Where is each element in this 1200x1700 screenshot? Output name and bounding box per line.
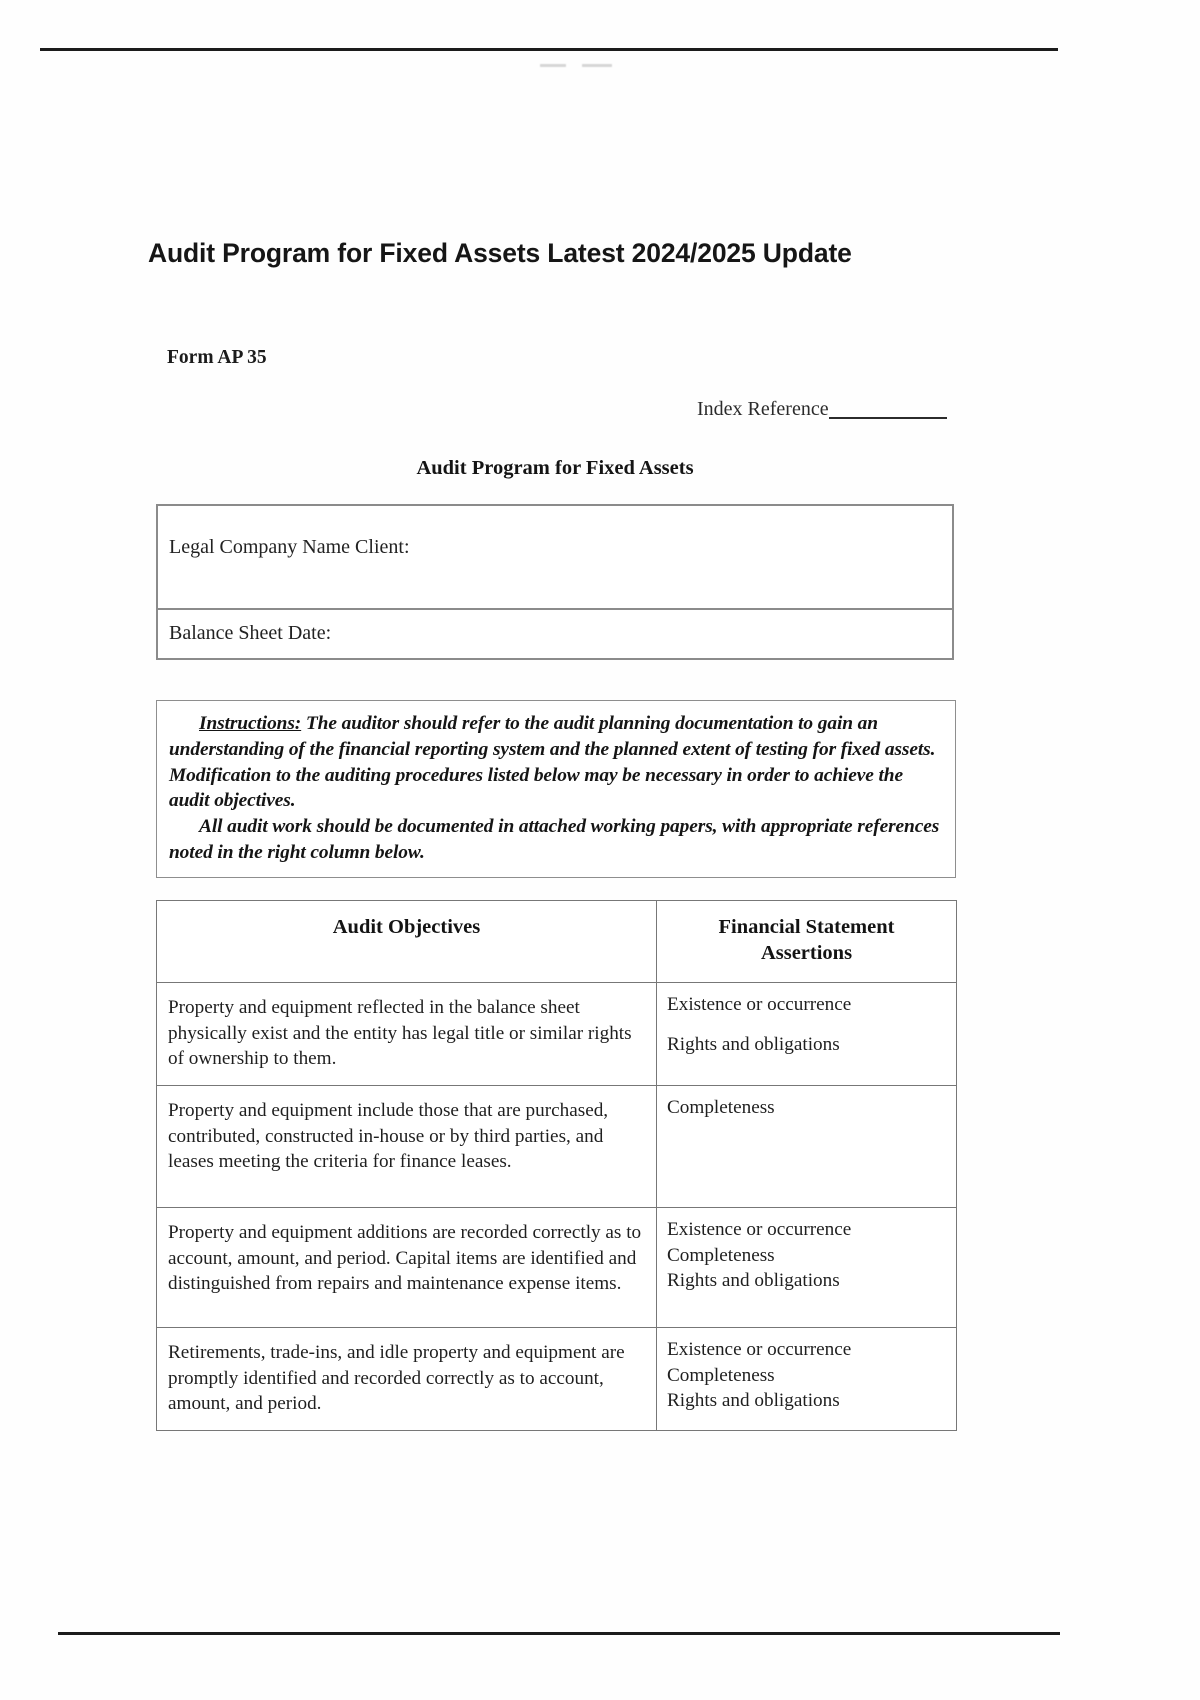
table-header-row	[157, 901, 957, 983]
page-top-rule	[40, 48, 1058, 51]
assertions-cell	[657, 1086, 957, 1208]
column-header-assertions-line1: Financial Statement	[718, 916, 895, 938]
audit-objectives-table	[156, 900, 957, 1431]
table-body	[157, 983, 957, 1431]
balance-sheet-date-field[interactable]	[158, 610, 952, 658]
client-info-box	[156, 504, 954, 660]
assertion-item: Rights and obligations	[667, 1389, 840, 1411]
page-bottom-rule	[58, 1632, 1060, 1635]
balance-sheet-date-label: Balance Sheet Date:	[169, 622, 332, 644]
column-header-audit-objectives: Audit Objectives	[157, 901, 657, 983]
table-row	[157, 1208, 957, 1328]
index-reference-blank-field[interactable]	[829, 399, 947, 419]
column-header-assertions	[657, 901, 957, 983]
assertion-item: Existence or occurrence	[667, 994, 852, 1016]
instructions-paragraph-2: All audit work should be documented in attached working papers, with appropriate references noted in the right column below.	[169, 816, 940, 863]
legal-company-name-label: Legal Company Name Client:	[169, 536, 410, 558]
instructions-paragraph-1	[169, 711, 943, 814]
assertion-item: Completeness	[667, 1244, 775, 1266]
assertion-item: Completeness	[667, 1364, 775, 1386]
assertion-item: Rights and obligations	[667, 1033, 840, 1055]
table-row	[157, 983, 957, 1086]
objective-text: Retirements, trade-ins, and idle property and equipment are promptly identified and recorded correctly as to account, amount, and period.	[157, 1328, 657, 1431]
objective-text: Property and equipment reflected in the balance sheet physically exist and the entity has legal title or similar rights of ownership to them.	[157, 983, 657, 1086]
assertions-cell	[657, 1328, 957, 1431]
table-row	[157, 1086, 957, 1208]
header-scan-artifact	[540, 60, 620, 70]
instructions-box	[156, 700, 956, 878]
objective-text: Property and equipment include those that are purchased, contributed, constructed in-house or by third parties, and leases meeting the criteria for finance leases.	[157, 1086, 657, 1208]
column-header-assertions-line2: Assertions	[760, 941, 853, 964]
assertions-cell	[657, 983, 957, 1086]
instructions-paragraph-1-text: The auditor should refer to the audit planning documentation to gain an understanding of the financial reporting system and the planned extent of testing for fixed assets. Modification to the auditing procedures listed below may be necessary in order to achieve the audit objectives.	[169, 713, 936, 812]
legal-company-name-field[interactable]	[158, 506, 952, 610]
form-number: Form AP 35	[167, 347, 267, 368]
objective-text: Property and equipment additions are recorded correctly as to account, amount, and period. Capital items are identified and distinguished from repairs and maintenance expense items.	[157, 1208, 657, 1328]
assertions-cell	[657, 1208, 957, 1328]
section-title: Audit Program for Fixed Assets	[416, 457, 694, 479]
table-header	[157, 901, 957, 983]
index-reference	[697, 398, 947, 421]
table-row	[157, 1328, 957, 1431]
assertion-item: Rights and obligations	[667, 1269, 840, 1291]
assertion-item: Completeness	[667, 1097, 775, 1119]
assertion-item: Existence or occurrence	[667, 1219, 852, 1241]
instructions-label: Instructions:	[199, 713, 302, 734]
assertion-item: Existence or occurrence	[667, 1339, 852, 1361]
index-reference-label: Index Reference	[697, 398, 829, 420]
page-title: Audit Program for Fixed Assets Latest 2024/2025 Update	[148, 238, 852, 268]
